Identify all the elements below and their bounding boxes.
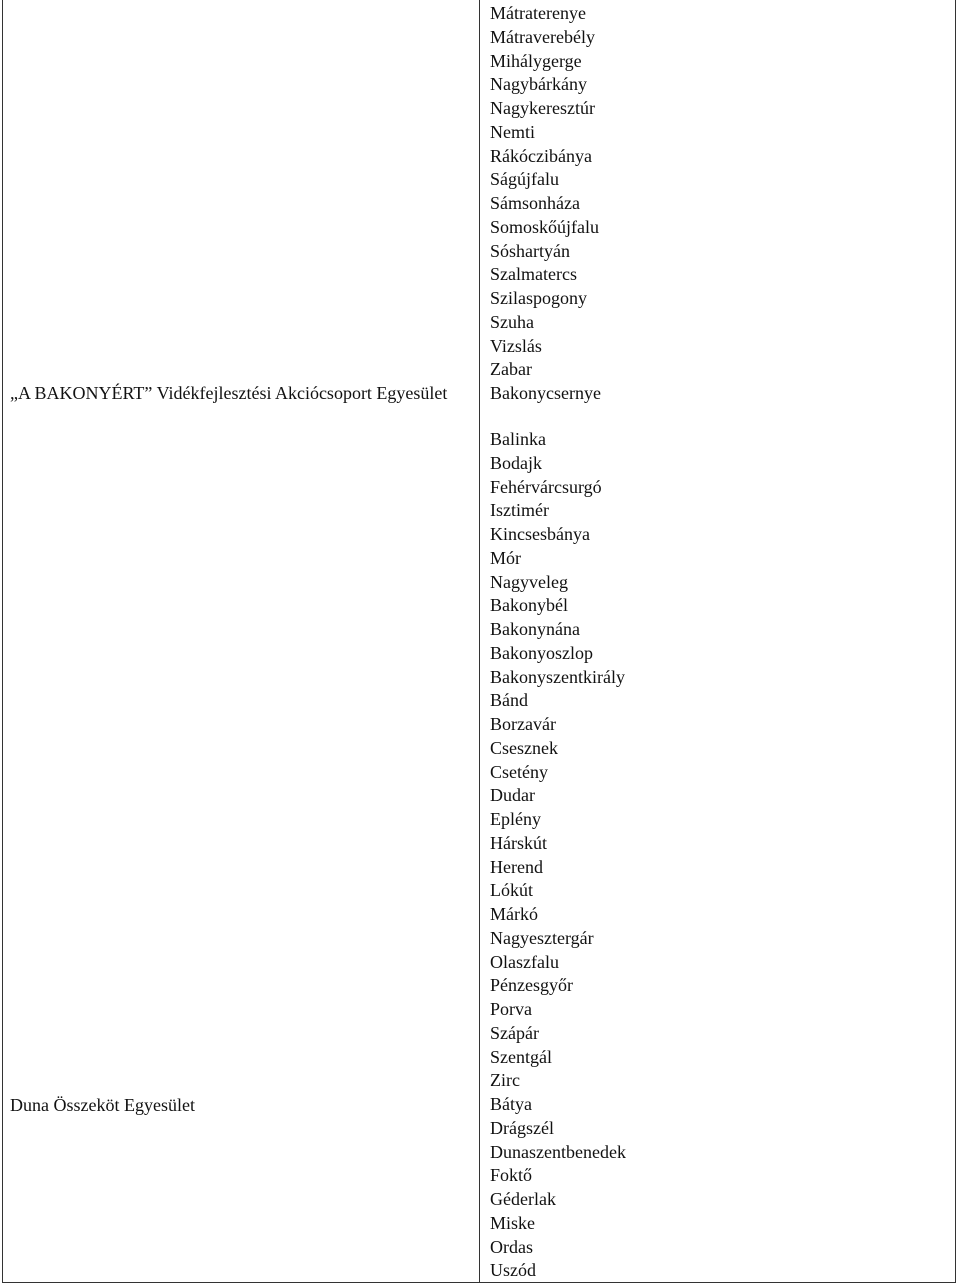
- list-item: Csetény: [490, 761, 548, 782]
- list-item: Sámsonháza: [490, 193, 580, 213]
- table-border-right: [955, 0, 956, 1282]
- list-item: Bátya: [490, 1094, 532, 1114]
- list-item: Nagykeresztúr: [490, 98, 595, 118]
- list-item: Szilaspogony: [490, 288, 587, 308]
- list-item: Bakonynána: [490, 619, 580, 639]
- list-item: Kincsesbánya: [490, 524, 590, 544]
- list-item: Bakonyoszlop: [490, 642, 593, 663]
- list-item: Hárskút: [490, 832, 547, 853]
- list-item: Bodajk: [490, 452, 542, 473]
- list-item: Szentgál: [490, 1046, 552, 1067]
- list-item: Foktő: [490, 1165, 533, 1186]
- list-item: Uszód: [490, 1260, 536, 1281]
- organization-name: Duna Összeköt Egyesület: [10, 1095, 195, 1115]
- list-item: Zabar: [490, 359, 532, 380]
- table-border-left: [2, 0, 3, 1282]
- list-item: Nagybárkány: [490, 74, 587, 95]
- list-item: Mór: [490, 547, 521, 568]
- list-item: Bánd: [490, 690, 528, 711]
- list-item: Somoskőújfalu: [490, 216, 600, 237]
- list-item: Bakonyszentkirály: [490, 666, 625, 687]
- list-item: Márkó: [490, 904, 538, 924]
- settlement-list: [490, 1093, 626, 1283]
- list-item: Nagyveleg: [490, 571, 568, 592]
- list-item: Sóshartyán: [490, 240, 570, 261]
- settlement-list: [490, 2, 601, 406]
- list-item: Borzavár: [490, 714, 556, 734]
- list-item: Ságújfalu: [490, 169, 559, 190]
- list-item: Csesznek: [490, 737, 558, 758]
- list-item: Bakonybél: [490, 595, 568, 616]
- list-item: Dunaszentbenedek: [490, 1141, 626, 1162]
- list-item: Vizslás: [490, 335, 542, 356]
- list-item: Pénzesgyőr: [490, 975, 573, 996]
- list-item: Lókút: [490, 880, 533, 901]
- list-item: Szalmatercs: [490, 264, 577, 285]
- list-item: Szuha: [490, 311, 534, 332]
- list-item: Ordas: [490, 1236, 533, 1257]
- organization-name: „A BAKONYÉRT” Vidékfejlesztési Akciócsoport Egyesület: [10, 383, 448, 403]
- list-item: Szápár: [490, 1022, 539, 1043]
- list-item: Fehérvárcsurgó: [490, 476, 602, 497]
- list-item: Herend: [490, 856, 543, 877]
- list-item: Mátraterenye: [490, 3, 586, 23]
- list-item: Drágszél: [490, 1117, 554, 1138]
- table-column-divider: [479, 0, 480, 1282]
- list-item: Isztimér: [490, 500, 549, 521]
- list-item: Mihálygerge: [490, 50, 582, 71]
- list-item: Nemti: [490, 121, 535, 142]
- list-item: Mátraverebély: [490, 26, 595, 47]
- list-item: Géderlak: [490, 1189, 556, 1209]
- settlement-list: [490, 428, 625, 1093]
- list-item: Zirc: [490, 1070, 520, 1091]
- list-item: Rákóczibánya: [490, 145, 592, 166]
- list-item: Porva: [490, 999, 532, 1019]
- list-item: Miske: [490, 1212, 535, 1233]
- list-item: Balinka: [490, 429, 546, 449]
- list-item: Olaszfalu: [490, 951, 559, 972]
- list-item: Dudar: [490, 785, 535, 806]
- list-item: Bakonycsernye: [490, 383, 601, 403]
- list-item: Nagyesztergár: [490, 927, 594, 948]
- table-border-bottom: [2, 1282, 956, 1283]
- list-item: Eplény: [490, 809, 541, 829]
